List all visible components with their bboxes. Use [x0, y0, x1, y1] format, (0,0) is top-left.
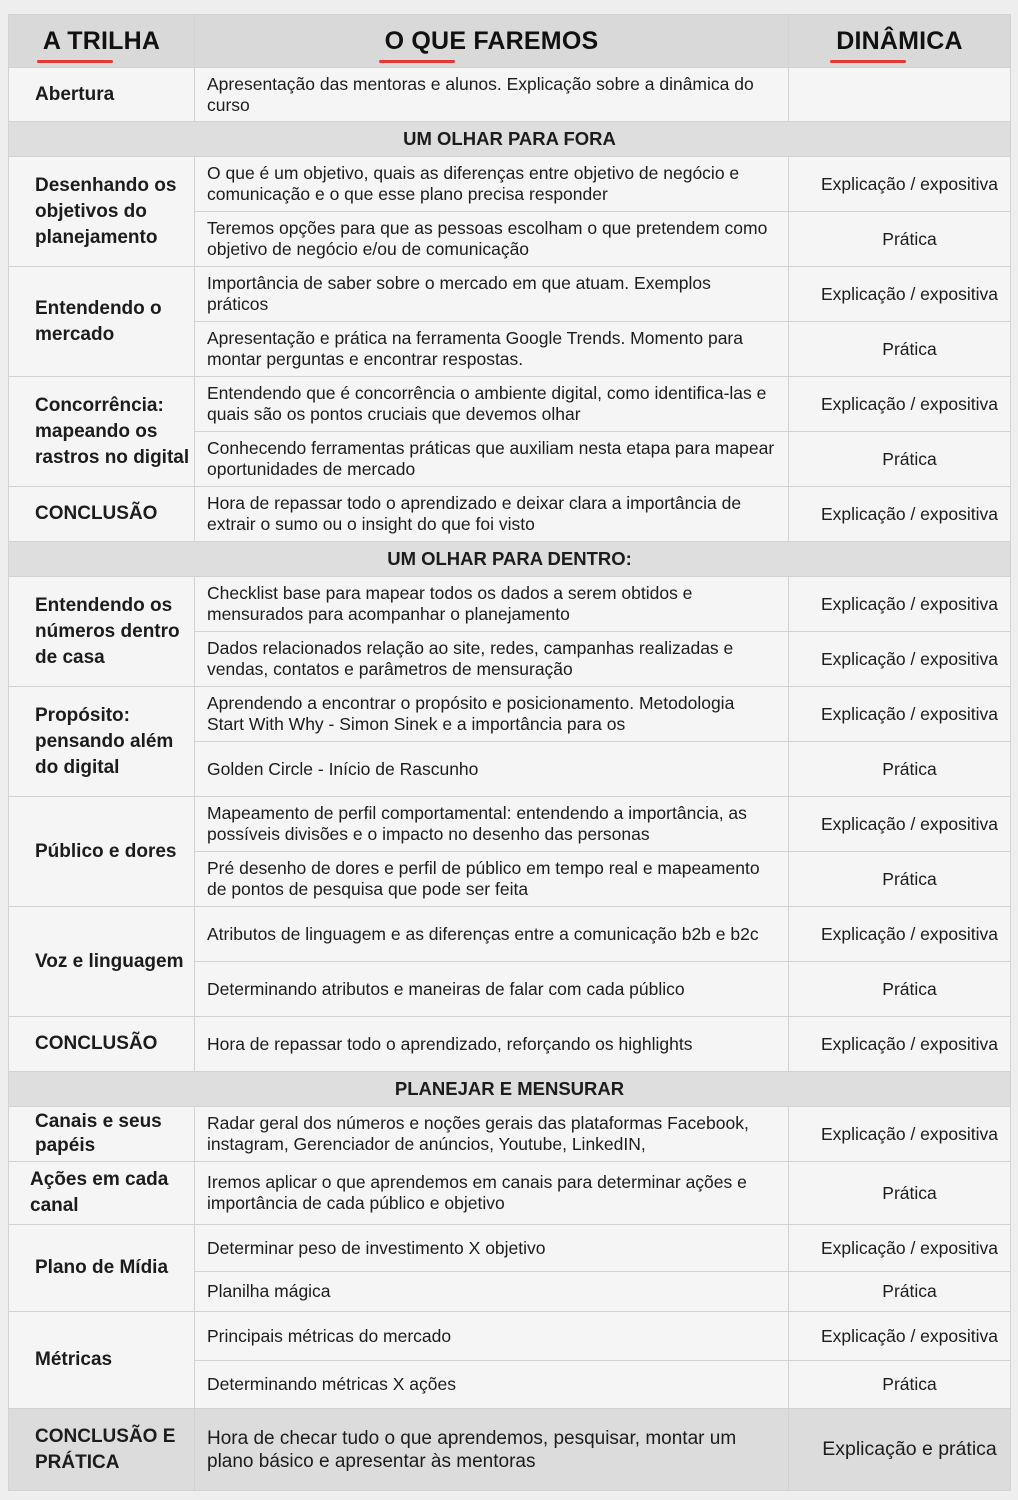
section-title: UM OLHAR PARA FORA	[9, 122, 1011, 157]
desc-text: Golden Circle - Início de Rascunho	[207, 758, 479, 779]
desc-cell	[195, 322, 789, 377]
desc-text: Hora de repassar todo o aprendizado, reforçando os highlights	[207, 1033, 693, 1054]
track-cell: Entendendo os números dentro de casa	[9, 577, 195, 687]
table-row	[9, 1107, 1011, 1162]
desc-cell	[195, 1361, 789, 1409]
table-row	[9, 1225, 1011, 1272]
table-row	[9, 1162, 1011, 1225]
desc-cell	[195, 962, 789, 1017]
track-cell: Abertura	[9, 68, 195, 122]
desc-cell	[195, 1272, 789, 1312]
dyn-cell: Explicação / expositiva	[789, 487, 1011, 542]
dyn-cell: Explicação / expositiva	[789, 267, 1011, 322]
desc-text: Determinando métricas X ações	[207, 1374, 456, 1394]
desc-cell	[195, 212, 789, 267]
desc-text: Apresentação das mentoras e alunos. Explicação sobre a dinâmica do curso	[207, 73, 754, 115]
section-row	[9, 122, 1011, 157]
dyn-cell: Prática	[789, 852, 1011, 907]
desc-cell	[195, 377, 789, 432]
table-row	[9, 687, 1011, 742]
desc-cell	[195, 907, 789, 962]
table-row	[9, 377, 1011, 432]
dyn-cell: Prática	[789, 1361, 1011, 1409]
desc-cell	[195, 797, 789, 852]
desc-cell	[195, 157, 789, 212]
dyn-cell: Explicação / expositiva	[789, 632, 1011, 687]
desc-text: Atributos de linguagem e as diferenças entre a comunicação b2b e b2c	[207, 923, 759, 944]
section-title: UM OLHAR PARA DENTRO:	[9, 542, 1011, 577]
table-row	[9, 577, 1011, 632]
header-trilha	[9, 15, 195, 68]
course-table-frame	[8, 14, 1010, 1491]
desc-text: Determinando atributos e maneiras de falar com cada público	[207, 978, 685, 999]
track-cell: Plano de Mídia	[9, 1225, 195, 1312]
track-cell: Ações em cada canal	[9, 1162, 195, 1225]
header-faremos-label: O QUE FAREMOS	[384, 26, 599, 55]
desc-cell	[195, 1162, 789, 1225]
track-cell: Entendendo o mercado	[9, 267, 195, 377]
track-cell: CONCLUSÃO	[9, 1017, 195, 1072]
track-cell: Concorrência: mapeando os rastros no digital	[9, 377, 195, 487]
desc-text: Apresentação e prática na ferramenta Google Trends. Momento para montar perguntas e encontrar respostas.	[207, 328, 743, 369]
dyn-cell: Prática	[789, 212, 1011, 267]
table-row	[9, 1017, 1011, 1072]
table-row	[9, 487, 1011, 542]
desc-cell	[195, 1107, 789, 1162]
dyn-cell: Prática	[789, 432, 1011, 487]
dyn-cell	[789, 68, 1011, 122]
track-cell: Voz e linguagem	[9, 907, 195, 1017]
desc-text: Dados relacionados relação ao site, redes, campanhas realizadas e vendas, contatos e parâmetros de mensuração	[207, 638, 734, 679]
header-row	[9, 15, 1011, 68]
table-row	[9, 907, 1011, 962]
table-row	[9, 797, 1011, 852]
track-cell: CONCLUSÃO E PRÁTICA	[9, 1409, 195, 1491]
dyn-cell: Explicação / expositiva	[789, 797, 1011, 852]
dyn-cell: Explicação / expositiva	[789, 577, 1011, 632]
desc-cell	[195, 487, 789, 542]
table-row	[9, 68, 1011, 122]
desc-cell	[195, 577, 789, 632]
desc-text: Planilha mágica	[207, 1281, 331, 1301]
desc-cell	[195, 1017, 789, 1072]
dyn-cell: Explicação e prática	[789, 1409, 1011, 1491]
header-dinamica	[789, 15, 1011, 68]
desc-text: Pré desenho de dores e perfil de público em tempo real e mapeamento de pontos de pesquisa que pode ser feita	[207, 858, 760, 899]
header-trilha-label: A TRILHA	[42, 26, 161, 55]
track-cell: Público e dores	[9, 797, 195, 907]
desc-text: Principais métricas do mercado	[207, 1325, 452, 1346]
dyn-cell: Prática	[789, 962, 1011, 1017]
dyn-cell: Explicação / expositiva	[789, 1017, 1011, 1072]
track-cell: Métricas	[9, 1312, 195, 1409]
desc-text: Iremos aplicar o que aprendemos em canais para determinar ações e importância de cada público e objetivo	[207, 1172, 747, 1213]
desc-cell	[195, 687, 789, 742]
table-row	[9, 157, 1011, 212]
desc-text: Determinar peso de investimento X objetivo	[207, 1237, 546, 1258]
table-row	[9, 267, 1011, 322]
desc-cell	[195, 432, 789, 487]
section-row	[9, 1072, 1011, 1107]
table-row-final	[9, 1409, 1011, 1491]
section-row	[9, 542, 1011, 577]
desc-cell	[195, 1225, 789, 1272]
desc-text: Teremos opções para que as pessoas escolham o que pretendem como objetivo de negócio e/ou de comunicação	[207, 218, 768, 259]
desc-text: Checklist base para mapear todos os dados a serem obtidos e mensurados para acompanhar o planejamento	[207, 583, 693, 624]
dyn-cell: Explicação / expositiva	[789, 157, 1011, 212]
dyn-cell: Prática	[789, 1162, 1011, 1225]
desc-text: O que é um objetivo, quais as diferenças entre objetivo de negócio e comunicação e o que esse plano precisa responder	[207, 163, 740, 204]
desc-text: Mapeamento de perfil comportamental: entendendo a importância, as possíveis divisões e o impacto no desenho das personas	[207, 803, 747, 844]
desc-cell	[195, 632, 789, 687]
header-dinamica-label: DINÂMICA	[836, 26, 963, 55]
desc-cell	[195, 68, 789, 122]
desc-text: Entendendo que é concorrência o ambiente digital, como identifica-las e quais são os pontos cruciais que devemos olhar	[207, 383, 767, 424]
dyn-cell: Prática	[789, 742, 1011, 797]
course-table	[8, 14, 1011, 1491]
dyn-cell: Prática	[789, 322, 1011, 377]
header-faremos	[195, 15, 789, 68]
desc-cell	[195, 1312, 789, 1361]
desc-cell	[195, 267, 789, 322]
dyn-cell: Prática	[789, 1272, 1011, 1312]
track-cell: Canais e seus papéis	[9, 1107, 195, 1162]
desc-text: Aprendendo a encontrar o propósito e posicionamento. Metodologia Start With Why - Simon Sinek e a importância para os	[207, 693, 735, 734]
desc-text: Radar geral dos números e noções gerais das plataformas Facebook, instagram, Gerenciador de anúncios, Youtube, LinkedIN,	[207, 1113, 749, 1154]
track-cell: Propósito: pensando além do digital	[9, 687, 195, 797]
track-cell: Desenhando os objetivos do planejamento	[9, 157, 195, 267]
desc-text: Hora de repassar todo o aprendizado e deixar clara a importância de extrair o sumo ou o insight do que foi visto	[207, 493, 742, 534]
dyn-cell: Explicação / expositiva	[789, 687, 1011, 742]
dyn-cell: Explicação / expositiva	[789, 1225, 1011, 1272]
dyn-cell: Explicação / expositiva	[789, 907, 1011, 962]
dyn-cell: Explicação / expositiva	[789, 1107, 1011, 1162]
table-row	[9, 1312, 1011, 1361]
dyn-cell: Explicação / expositiva	[789, 377, 1011, 432]
desc-cell	[195, 1409, 789, 1491]
desc-cell	[195, 852, 789, 907]
track-cell: CONCLUSÃO	[9, 487, 195, 542]
desc-text: Hora de checar tudo o que aprendemos, pesquisar, montar um plano básico e apresentar às mentoras	[207, 1427, 737, 1472]
desc-text: Conhecendo ferramentas práticas que auxiliam nesta etapa para mapear oportunidades de mercado	[207, 438, 775, 479]
desc-cell	[195, 742, 789, 797]
dyn-cell: Explicação / expositiva	[789, 1312, 1011, 1361]
desc-text: Importância de saber sobre o mercado em que atuam. Exemplos práticos	[207, 273, 711, 314]
section-title: PLANEJAR E MENSURAR	[9, 1072, 1011, 1107]
